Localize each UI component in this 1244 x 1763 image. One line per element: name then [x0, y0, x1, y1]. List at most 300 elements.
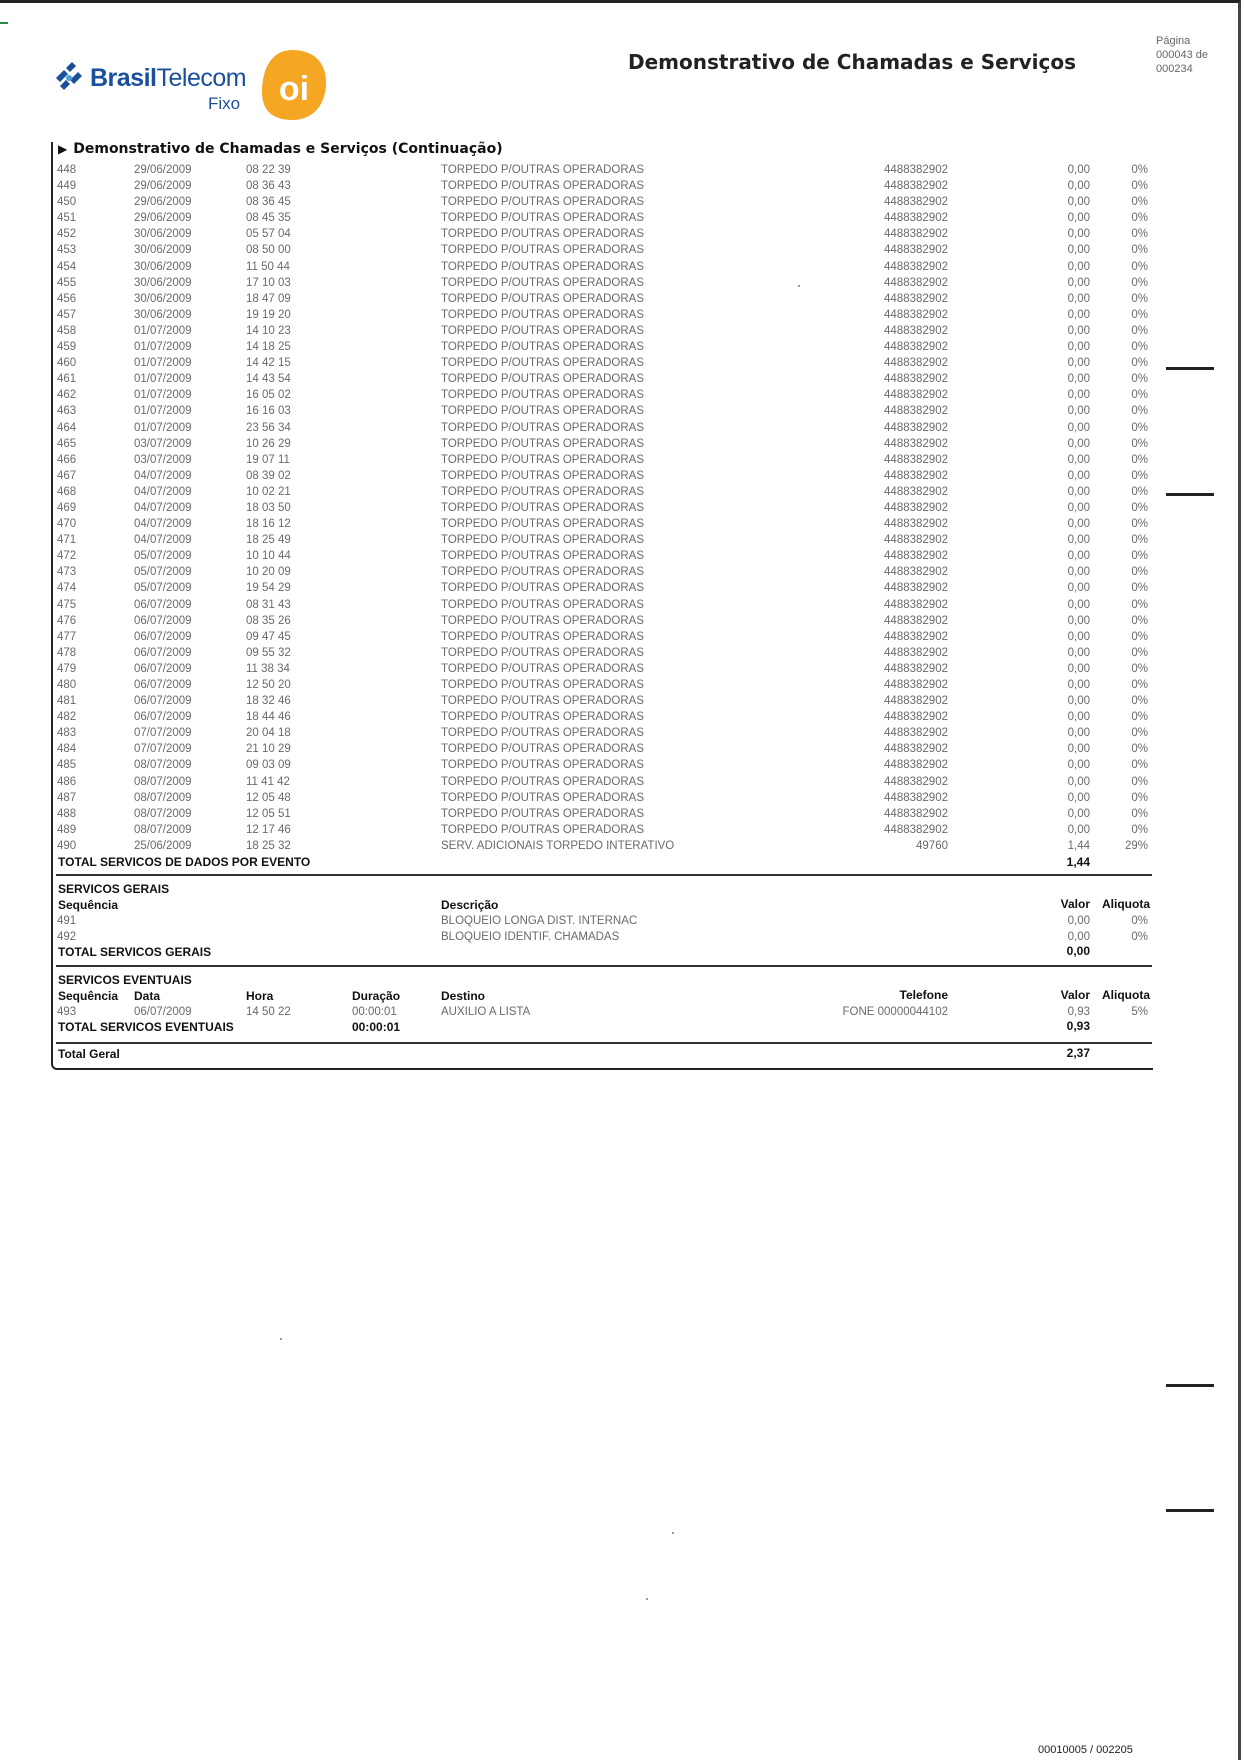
cell-seq: 478 [57, 646, 77, 659]
cell-data: 08/07/2009 [134, 823, 192, 836]
cell-desc: TORPEDO P/OUTRAS OPERADORAS [441, 228, 644, 241]
cell-tel: 4488382902 [884, 501, 948, 514]
cell-hora: 11 50 44 [246, 260, 290, 273]
gerais-row-desc: BLOQUEIO LONGA DIST. INTERNAC [441, 915, 638, 927]
cell-data: 06/07/2009 [134, 695, 192, 708]
cell-aliq: 0% [1131, 662, 1148, 675]
table-row [0, 806, 1244, 822]
cell-hora: 09 03 09 [246, 759, 291, 772]
cell-valor: 0,00 [1067, 421, 1090, 434]
cell-valor: 0,00 [1067, 357, 1090, 370]
cell-seq: 452 [57, 228, 77, 241]
cell-seq: 487 [57, 791, 77, 804]
cell-data: 29/06/2009 [134, 196, 192, 209]
table-row [0, 275, 1244, 291]
oi-logo-text: oi [278, 70, 310, 108]
cell-data: 29/06/2009 [134, 180, 192, 193]
cell-valor: 0,00 [1067, 582, 1090, 595]
table-row [0, 194, 1244, 210]
cell-aliq: 0% [1131, 518, 1148, 531]
total-dados-label: TOTAL SERVICOS DE DADOS POR EVENTO [58, 855, 311, 869]
cell-hora: 08 36 45 [246, 196, 291, 209]
cell-tel: 4488382902 [884, 598, 948, 611]
cell-hora: 10 20 09 [246, 566, 291, 579]
cell-desc: TORPEDO P/OUTRAS OPERADORAS [441, 357, 644, 370]
scan-mark [0, 22, 8, 24]
cell-aliq: 0% [1131, 598, 1148, 611]
cell-hora: 19 07 11 [246, 453, 290, 466]
cell-valor: 0,00 [1067, 775, 1090, 788]
cell-desc: TORPEDO P/OUTRAS OPERADORAS [441, 324, 644, 337]
cell-valor: 0,00 [1067, 614, 1090, 627]
triangle-right-icon: ▶ [58, 142, 68, 156]
cell-seq: 489 [57, 823, 77, 836]
cell-aliq: 0% [1131, 276, 1148, 289]
cell-hora: 08 31 43 [246, 598, 291, 611]
cell-aliq: 0% [1131, 823, 1148, 836]
cell-tel: 4488382902 [884, 550, 948, 563]
eventuais-row-hora: 14 50 22 [246, 1006, 291, 1018]
cell-aliq: 0% [1131, 308, 1148, 321]
cell-data: 01/07/2009 [134, 405, 192, 418]
cell-tel: 4488382902 [884, 357, 948, 370]
table-row [0, 452, 1244, 468]
cell-seq: 476 [57, 614, 77, 627]
cell-aliq: 29% [1124, 839, 1148, 852]
cell-valor: 0,00 [1067, 292, 1090, 305]
cell-aliq: 0% [1131, 453, 1148, 466]
cell-tel: 4488382902 [884, 566, 948, 579]
cell-aliq: 0% [1131, 437, 1148, 450]
cell-seq: 458 [57, 324, 77, 337]
table-row [0, 629, 1244, 645]
cell-hora: 08 35 26 [246, 614, 291, 627]
table-row [0, 677, 1244, 693]
cell-desc: TORPEDO P/OUTRAS OPERADORAS [441, 566, 644, 579]
cell-valor: 0,00 [1067, 823, 1090, 836]
cell-data: 04/07/2009 [134, 469, 192, 482]
cell-valor: 0,00 [1067, 228, 1090, 241]
cell-desc: TORPEDO P/OUTRAS OPERADORAS [441, 308, 644, 321]
cell-data: 04/07/2009 [134, 501, 192, 514]
cell-aliq: 0% [1131, 292, 1148, 305]
cell-desc: TORPEDO P/OUTRAS OPERADORAS [441, 695, 644, 708]
cell-aliq: 0% [1131, 469, 1148, 482]
table-row [0, 484, 1244, 500]
cell-tel: 4488382902 [884, 276, 948, 289]
cell-hora: 08 50 00 [246, 244, 291, 257]
eventuais-row-telefone: FONE 00000044102 [842, 1006, 948, 1018]
scan-speck [672, 1532, 674, 1534]
cell-tel: 4488382902 [884, 743, 948, 756]
cell-seq: 449 [57, 180, 77, 193]
cell-tel: 4488382902 [884, 791, 948, 804]
cell-hora: 14 42 15 [246, 357, 291, 370]
cell-seq: 475 [57, 598, 77, 611]
cell-desc: TORPEDO P/OUTRAS OPERADORAS [441, 759, 644, 772]
cell-valor: 0,00 [1067, 630, 1090, 643]
cell-desc: TORPEDO P/OUTRAS OPERADORAS [441, 212, 644, 225]
cell-data: 30/06/2009 [134, 276, 192, 289]
table-row [0, 420, 1244, 436]
table-row [0, 516, 1244, 532]
cell-seq: 474 [57, 582, 77, 595]
total-gerais-value: 0,00 [1066, 944, 1090, 958]
eventuais-header-hora: Hora [246, 989, 274, 1003]
cell-seq: 459 [57, 341, 77, 354]
cell-data: 03/07/2009 [134, 437, 192, 450]
cell-tel: 4488382902 [884, 196, 948, 209]
scan-speck [798, 285, 800, 287]
cell-tel: 4488382902 [884, 646, 948, 659]
cell-aliq: 0% [1131, 341, 1148, 354]
brasil-telecom-symbol-icon [52, 62, 86, 94]
cell-data: 04/07/2009 [134, 534, 192, 547]
eventuais-title: SERVICOS EVENTUAIS [58, 973, 192, 987]
cell-seq: 490 [57, 839, 77, 852]
cell-hora: 08 36 43 [246, 180, 291, 193]
cell-tel: 49760 [916, 839, 948, 852]
eventuais-header-aliquota: Aliquota [1102, 988, 1150, 1002]
document-title: Demonstrativo de Chamadas e Serviços [628, 50, 1076, 74]
cell-hora: 11 41 42 [246, 775, 290, 788]
total-gerais-label: TOTAL SERVICOS GERAIS [58, 945, 212, 959]
cell-hora: 17 10 03 [246, 276, 291, 289]
cell-seq: 468 [57, 485, 77, 498]
cell-data: 08/07/2009 [134, 791, 192, 804]
cell-aliq: 0% [1131, 679, 1148, 691]
cell-valor: 0,00 [1067, 324, 1090, 337]
cell-tel: 4488382902 [884, 373, 948, 386]
cell-data: 03/07/2009 [134, 453, 192, 466]
cell-desc: TORPEDO P/OUTRAS OPERADORAS [441, 180, 644, 193]
cell-tel: 4488382902 [884, 453, 948, 466]
cell-desc: TORPEDO P/OUTRAS OPERADORAS [441, 164, 644, 176]
cell-aliq: 0% [1131, 164, 1148, 176]
cell-valor: 0,00 [1067, 341, 1090, 354]
cell-aliq: 0% [1131, 421, 1148, 434]
table-row [0, 355, 1244, 371]
cell-valor: 0,00 [1067, 679, 1090, 691]
table-row [0, 564, 1244, 580]
cell-hora: 20 04 18 [246, 727, 291, 740]
cell-seq: 471 [57, 534, 77, 547]
cell-tel: 4488382902 [884, 228, 948, 241]
cell-valor: 0,00 [1067, 437, 1090, 450]
scan-speck [646, 1598, 648, 1600]
cell-hora: 18 03 50 [246, 501, 291, 514]
eventuais-header-duracao: Duração [352, 989, 401, 1003]
cell-desc: TORPEDO P/OUTRAS OPERADORAS [441, 405, 644, 418]
cell-hora: 18 25 32 [246, 839, 291, 852]
cell-seq: 448 [57, 164, 77, 176]
cell-valor: 0,00 [1067, 566, 1090, 579]
cell-desc: TORPEDO P/OUTRAS OPERADORAS [441, 711, 644, 724]
cell-data: 01/07/2009 [134, 324, 192, 337]
cell-valor: 0,00 [1067, 695, 1090, 708]
cell-desc: TORPEDO P/OUTRAS OPERADORAS [441, 791, 644, 804]
cell-data: 01/07/2009 [134, 373, 192, 386]
cell-tel: 4488382902 [884, 630, 948, 643]
cell-seq: 481 [57, 695, 77, 708]
total-eventuais-duration: 00:00:01 [352, 1020, 401, 1034]
gerais-row-valor: 0,00 [1067, 915, 1090, 927]
cell-seq: 469 [57, 501, 77, 514]
cell-valor: 0,00 [1067, 389, 1090, 402]
cell-hora: 14 10 23 [246, 324, 291, 337]
cell-desc: TORPEDO P/OUTRAS OPERADORAS [441, 807, 644, 820]
cell-aliq: 0% [1131, 534, 1148, 547]
cell-seq: 473 [57, 566, 77, 579]
cell-aliq: 0% [1131, 389, 1148, 402]
cell-hora: 09 47 45 [246, 630, 291, 643]
cell-aliq: 0% [1131, 614, 1148, 627]
cell-valor: 0,00 [1067, 196, 1090, 209]
cell-aliq: 0% [1131, 775, 1148, 788]
cell-tel: 4488382902 [884, 389, 948, 402]
cell-desc: TORPEDO P/OUTRAS OPERADORAS [441, 469, 644, 482]
cell-hora: 05 57 04 [246, 228, 291, 241]
cell-tel: 4488382902 [884, 421, 948, 434]
gerais-row-aliquota: 0% [1131, 931, 1148, 943]
eventuais-row-valor: 0,93 [1067, 1006, 1090, 1018]
cell-data: 06/07/2009 [134, 646, 192, 659]
divider [56, 1042, 1152, 1044]
cell-tel: 4488382902 [884, 775, 948, 788]
gerais-header-seq: Sequência [58, 898, 119, 912]
cell-desc: TORPEDO P/OUTRAS OPERADORAS [441, 292, 644, 305]
table-row [0, 178, 1244, 194]
cell-hora: 12 17 46 [246, 823, 291, 836]
cell-data: 29/06/2009 [134, 212, 192, 225]
eventuais-header-seq: Sequência [58, 989, 119, 1003]
cell-valor: 0,00 [1067, 308, 1090, 321]
cell-data: 30/06/2009 [134, 292, 192, 305]
oi-logo-icon [258, 48, 328, 122]
margin-mark [1166, 1384, 1214, 1387]
table-row [0, 757, 1244, 773]
cell-seq: 455 [57, 276, 77, 289]
cell-tel: 4488382902 [884, 534, 948, 547]
table-row [0, 162, 1244, 178]
cell-valor: 0,00 [1067, 711, 1090, 724]
cell-aliq: 0% [1131, 759, 1148, 772]
cell-hora: 16 05 02 [246, 389, 291, 402]
cell-aliq: 0% [1131, 711, 1148, 724]
section-title: ▶ Demonstrativo de Chamadas e Serviços (Continuação) [58, 141, 503, 157]
cell-hora: 12 50 20 [246, 679, 291, 691]
cell-data: 25/06/2009 [134, 839, 192, 852]
cell-tel: 4488382902 [884, 244, 948, 257]
cell-tel: 4488382902 [884, 469, 948, 482]
cell-data: 05/07/2009 [134, 550, 192, 563]
table-row [0, 323, 1244, 339]
cell-aliq: 0% [1131, 485, 1148, 498]
cell-tel: 4488382902 [884, 807, 948, 820]
cell-hora: 18 25 49 [246, 534, 291, 547]
cell-hora: 19 54 29 [246, 582, 291, 595]
cell-seq: 464 [57, 421, 77, 434]
document-code: 00010005 / 002205 [1038, 1744, 1133, 1756]
cell-hora: 23 56 34 [246, 421, 291, 434]
cell-desc: TORPEDO P/OUTRAS OPERADORAS [441, 679, 644, 691]
total-geral-value: 2,37 [1066, 1046, 1090, 1060]
cell-hora: 14 43 54 [246, 373, 291, 386]
cell-data: 04/07/2009 [134, 518, 192, 531]
cell-data: 01/07/2009 [134, 357, 192, 370]
table-row [0, 403, 1244, 419]
cell-valor: 0,00 [1067, 662, 1090, 675]
cell-hora: 11 38 34 [246, 662, 290, 675]
cell-data: 06/07/2009 [134, 679, 192, 691]
cell-data: 01/07/2009 [134, 341, 192, 354]
cell-desc: TORPEDO P/OUTRAS OPERADORAS [441, 244, 644, 257]
divider [56, 874, 1152, 876]
cell-valor: 0,00 [1067, 791, 1090, 804]
cell-hora: 19 19 20 [246, 308, 291, 321]
cell-hora: 09 55 32 [246, 646, 291, 659]
cell-desc: TORPEDO P/OUTRAS OPERADORAS [441, 823, 644, 836]
table-row [0, 548, 1244, 564]
cell-data: 06/07/2009 [134, 630, 192, 643]
gerais-row-valor: 0,00 [1067, 931, 1090, 943]
cell-hora: 14 18 25 [246, 341, 291, 354]
cell-hora: 08 45 35 [246, 212, 291, 225]
cell-valor: 0,00 [1067, 807, 1090, 820]
cell-tel: 4488382902 [884, 727, 948, 740]
eventuais-header-valor: Valor [1060, 988, 1090, 1002]
scan-speck [280, 1338, 282, 1340]
eventuais-row-duracao: 00:00:01 [352, 1006, 397, 1018]
table-row [0, 242, 1244, 258]
cell-desc: TORPEDO P/OUTRAS OPERADORAS [441, 485, 644, 498]
cell-desc: TORPEDO P/OUTRAS OPERADORAS [441, 550, 644, 563]
cell-desc: TORPEDO P/OUTRAS OPERADORAS [441, 421, 644, 434]
cell-desc: TORPEDO P/OUTRAS OPERADORAS [441, 518, 644, 531]
cell-tel: 4488382902 [884, 582, 948, 595]
eventuais-row-aliquota: 5% [1131, 1006, 1148, 1018]
cell-aliq: 0% [1131, 228, 1148, 241]
cell-tel: 4488382902 [884, 485, 948, 498]
cell-valor: 0,00 [1067, 244, 1090, 257]
cell-aliq: 0% [1131, 727, 1148, 740]
brasil-telecom-logo [52, 58, 332, 130]
cell-desc: TORPEDO P/OUTRAS OPERADORAS [441, 743, 644, 756]
cell-aliq: 0% [1131, 582, 1148, 595]
table-row [0, 661, 1244, 677]
cell-desc: TORPEDO P/OUTRAS OPERADORAS [441, 389, 644, 402]
cell-tel: 4488382902 [884, 212, 948, 225]
cell-aliq: 0% [1131, 550, 1148, 563]
cell-aliq: 0% [1131, 501, 1148, 514]
cell-hora: 10 26 29 [246, 437, 291, 450]
table-row [0, 259, 1244, 275]
cell-desc: TORPEDO P/OUTRAS OPERADORAS [441, 646, 644, 659]
cell-desc: TORPEDO P/OUTRAS OPERADORAS [441, 276, 644, 289]
cell-aliq: 0% [1131, 180, 1148, 193]
cell-tel: 4488382902 [884, 823, 948, 836]
cell-desc: TORPEDO P/OUTRAS OPERADORAS [441, 453, 644, 466]
cell-data: 06/07/2009 [134, 662, 192, 675]
cell-seq: 460 [57, 357, 77, 370]
cell-aliq: 0% [1131, 244, 1148, 257]
cell-data: 30/06/2009 [134, 260, 192, 273]
divider [56, 965, 1152, 967]
cell-valor: 0,00 [1067, 759, 1090, 772]
cell-tel: 4488382902 [884, 308, 948, 321]
cell-aliq: 0% [1131, 743, 1148, 756]
cell-aliq: 0% [1131, 405, 1148, 418]
cell-data: 30/06/2009 [134, 228, 192, 241]
table-row [0, 210, 1244, 226]
cell-seq: 462 [57, 389, 77, 402]
cell-desc: TORPEDO P/OUTRAS OPERADORAS [441, 662, 644, 675]
gerais-row-desc: BLOQUEIO IDENTIF. CHAMADAS [441, 931, 620, 943]
cell-aliq: 0% [1131, 373, 1148, 386]
cell-aliq: 0% [1131, 324, 1148, 337]
eventuais-row-destino: AUXILIO A LISTA [441, 1006, 531, 1018]
cell-desc: TORPEDO P/OUTRAS OPERADORAS [441, 341, 644, 354]
cell-valor: 0,00 [1067, 469, 1090, 482]
cell-data: 08/07/2009 [134, 807, 192, 820]
cell-data: 07/07/2009 [134, 743, 192, 756]
cell-data: 06/07/2009 [134, 711, 192, 724]
total-dados-value: 1,44 [1066, 855, 1090, 869]
cell-tel: 4488382902 [884, 437, 948, 450]
table-row [0, 371, 1244, 387]
cell-seq: 451 [57, 212, 77, 225]
cell-seq: 467 [57, 469, 77, 482]
gerais-header-valor: Valor [1060, 897, 1090, 911]
cell-data: 04/07/2009 [134, 485, 192, 498]
cell-data: 30/06/2009 [134, 244, 192, 257]
table-row [0, 291, 1244, 307]
cell-tel: 4488382902 [884, 679, 948, 691]
total-geral-label: Total Geral [58, 1047, 120, 1061]
cell-aliq: 0% [1131, 791, 1148, 804]
cell-seq: 454 [57, 260, 77, 273]
cell-valor: 0,00 [1067, 453, 1090, 466]
table-row [0, 387, 1244, 403]
cell-aliq: 0% [1131, 646, 1148, 659]
total-eventuais-label: TOTAL SERVICOS EVENTUAIS [58, 1020, 234, 1034]
cell-seq: 472 [57, 550, 77, 563]
cell-seq: 457 [57, 308, 77, 321]
cell-valor: 0,00 [1067, 646, 1090, 659]
cell-data: 08/07/2009 [134, 775, 192, 788]
brand-sub: Fixo [208, 94, 241, 113]
cell-seq: 477 [57, 630, 77, 643]
cell-seq: 456 [57, 292, 77, 305]
cell-desc: TORPEDO P/OUTRAS OPERADORAS [441, 373, 644, 386]
cell-seq: 465 [57, 437, 77, 450]
gerais-header-desc: Descrição [441, 898, 499, 912]
cell-seq: 488 [57, 807, 77, 820]
table-row [0, 709, 1244, 725]
cell-valor: 0,00 [1067, 598, 1090, 611]
cell-tel: 4488382902 [884, 164, 948, 176]
cell-valor: 0,00 [1067, 164, 1090, 176]
cell-data: 06/07/2009 [134, 614, 192, 627]
cell-desc: TORPEDO P/OUTRAS OPERADORAS [441, 501, 644, 514]
cell-hora: 18 16 12 [246, 518, 291, 531]
cell-tel: 4488382902 [884, 180, 948, 193]
cell-seq: 483 [57, 727, 77, 740]
cell-seq: 485 [57, 759, 77, 772]
cell-data: 05/07/2009 [134, 582, 192, 595]
gerais-row-seq: 492 [57, 931, 77, 943]
cell-data: 06/07/2009 [134, 598, 192, 611]
